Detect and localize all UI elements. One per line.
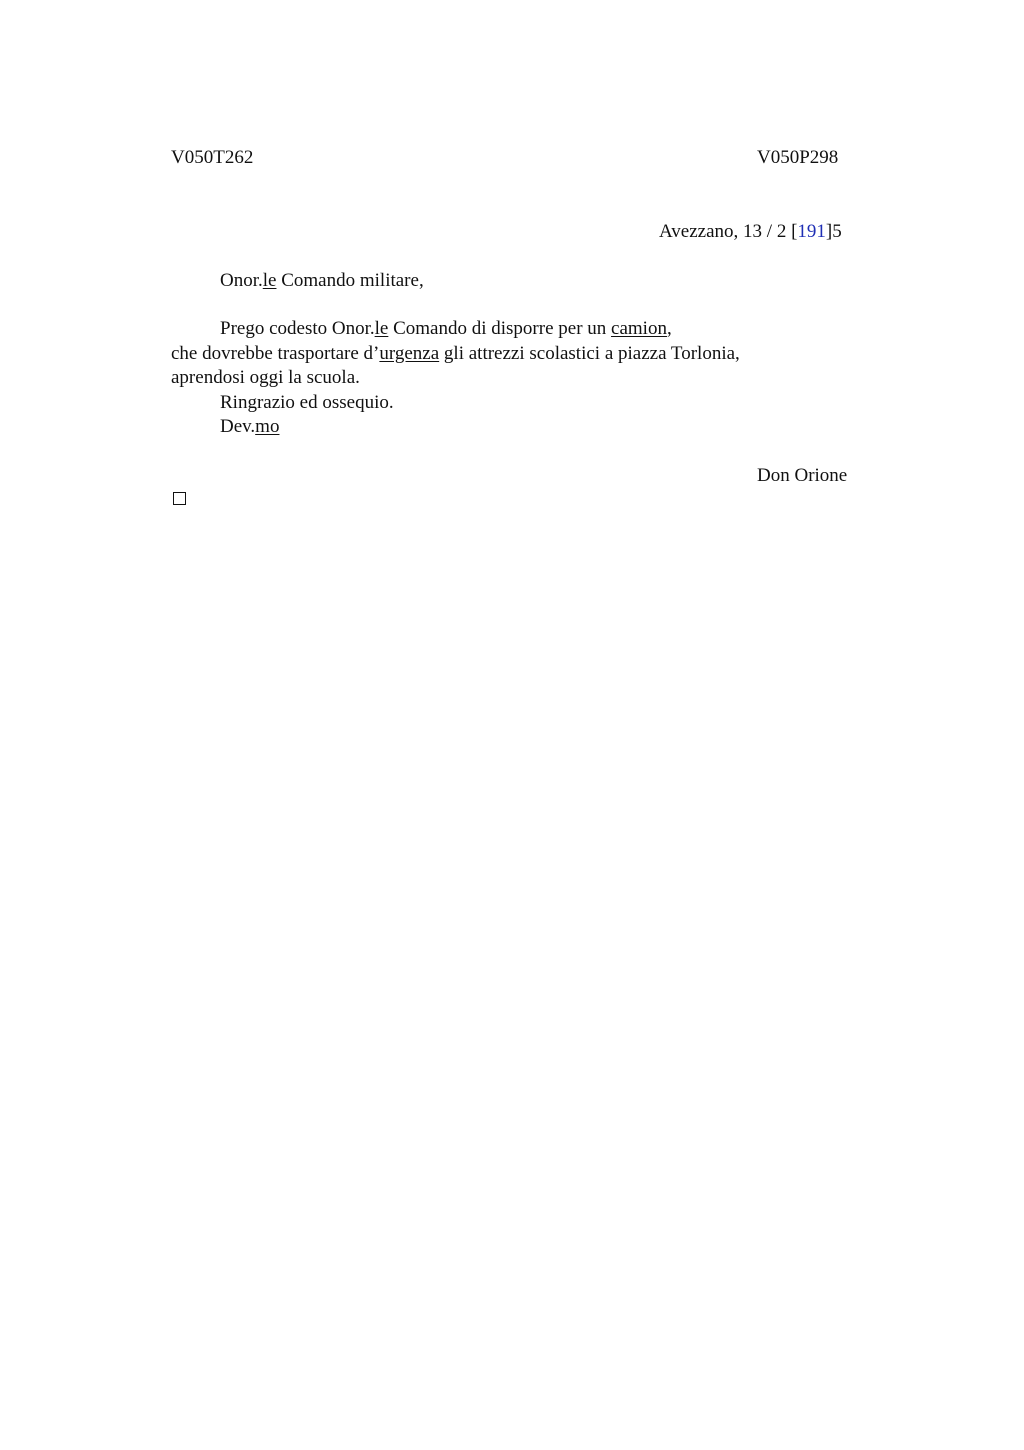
salutation-after: Comando militare,	[276, 270, 424, 291]
date-editorial-insert: 191	[797, 221, 826, 242]
body-line-2	[171, 342, 740, 366]
closing-devotion-abbr: mo	[255, 416, 280, 437]
body-line-2-after: gli attrezzi scolastici a piazza Torlonia,	[439, 343, 740, 364]
date-line	[659, 220, 842, 244]
body-line-1-camion: camion	[611, 318, 667, 339]
body-line-3: aprendosi oggi la scuola.	[171, 367, 360, 388]
body-line-2-before: che dovrebbe trasportare d’	[171, 343, 380, 364]
checkbox-square-icon	[173, 492, 186, 505]
salutation	[220, 269, 424, 293]
body-line-2-urgenza: urgenza	[379, 343, 440, 364]
page-code-right: V050P298	[757, 147, 839, 168]
body-line-1-mid: Comando di disporre per un	[388, 318, 612, 339]
body-line-1-before: Prego codesto Onor.	[220, 318, 375, 339]
closing-devotion	[220, 415, 279, 439]
salutation-abbr: le	[262, 270, 277, 291]
salutation-before: Onor.	[220, 270, 263, 291]
signature: Don Orione	[757, 465, 848, 486]
document-code-left: V050T262	[171, 147, 254, 168]
date-prefix: Avezzano, 13 / 2 [	[659, 221, 798, 242]
date-suffix: ]5	[825, 221, 842, 242]
body-line-1-abbr: le	[374, 318, 389, 339]
body-line-1	[220, 317, 672, 341]
closing-thanks: Ringrazio ed ossequio.	[220, 392, 394, 413]
closing-devotion-before: Dev.	[220, 416, 256, 437]
body-line-1-after: ,	[666, 318, 672, 339]
